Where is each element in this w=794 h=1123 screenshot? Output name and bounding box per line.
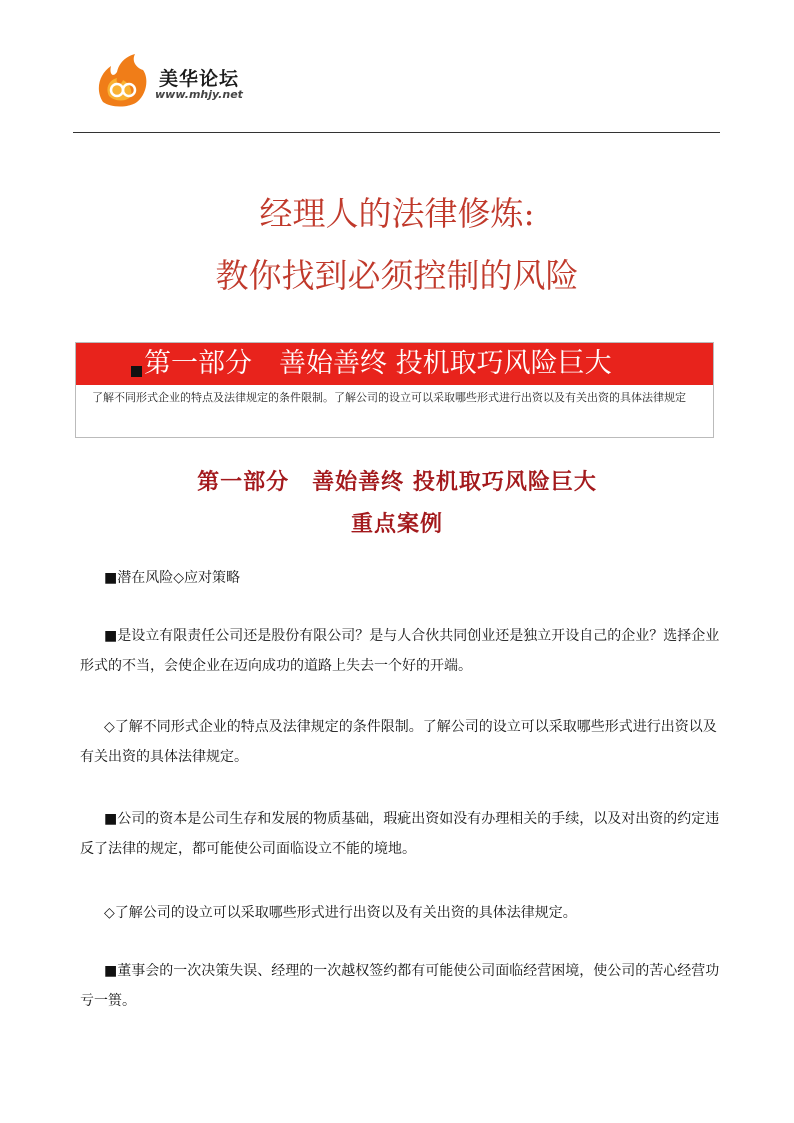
square-bullet-icon (131, 366, 142, 377)
paragraph: ■公司的资本是公司生存和发展的物质基础，瑕疵出资如没有办理相关的手续，以及对出资的约定违反了法律的规定，都可能使公司面临设立不能的境地。 (80, 811, 720, 857)
site-header (93, 52, 333, 112)
paragraph: ◇了解公司的设立可以采取哪些形式进行出资以及有关出资的具体法律规定。 (104, 905, 577, 921)
site-name: 美华论坛 (159, 68, 240, 90)
header-divider (73, 132, 720, 133)
site-url[interactable]: www.mhjy.net (155, 88, 243, 101)
section-heading: 第一部分 善始善终 投机取巧风险巨大 (197, 469, 597, 495)
summary-banner (76, 343, 713, 385)
summary-text: 了解不同形式企业的特点及法律规定的条件限制。了解公司的设立可以采取哪些形式进行出资以及有关出资的具体法律规定 (92, 391, 686, 404)
document-title-line-2: 教你找到必须控制的风险 (215, 256, 579, 295)
paragraph: ■是设立有限责任公司还是股份有限公司？是与人合伙共同创业还是独立开设自己的企业？选择企业形式的不当，会使企业在迈向成功的道路上失去一个好的开端。 (80, 628, 720, 674)
paragraph: ■董事会的一次决策失误、经理的一次越权签约都有可能使公司面临经营困境，使公司的苦心经营功亏一篑。 (80, 963, 720, 1009)
summary-box (75, 342, 714, 438)
paragraph: ■潜在风险◇应对策略 (104, 570, 240, 586)
section-subheading: 重点案例 (350, 511, 443, 537)
paragraph: ◇了解不同形式企业的特点及法律规定的条件限制。了解公司的设立可以采取哪些形式进行出资以及有关出资的具体法律规定。 (80, 719, 717, 765)
document-title-line-1: 经理人的法律修炼: (259, 194, 535, 233)
summary-heading: 第一部分 善始善终 投机取巧风险巨大 (144, 348, 612, 379)
flame-logo-icon (93, 52, 151, 110)
